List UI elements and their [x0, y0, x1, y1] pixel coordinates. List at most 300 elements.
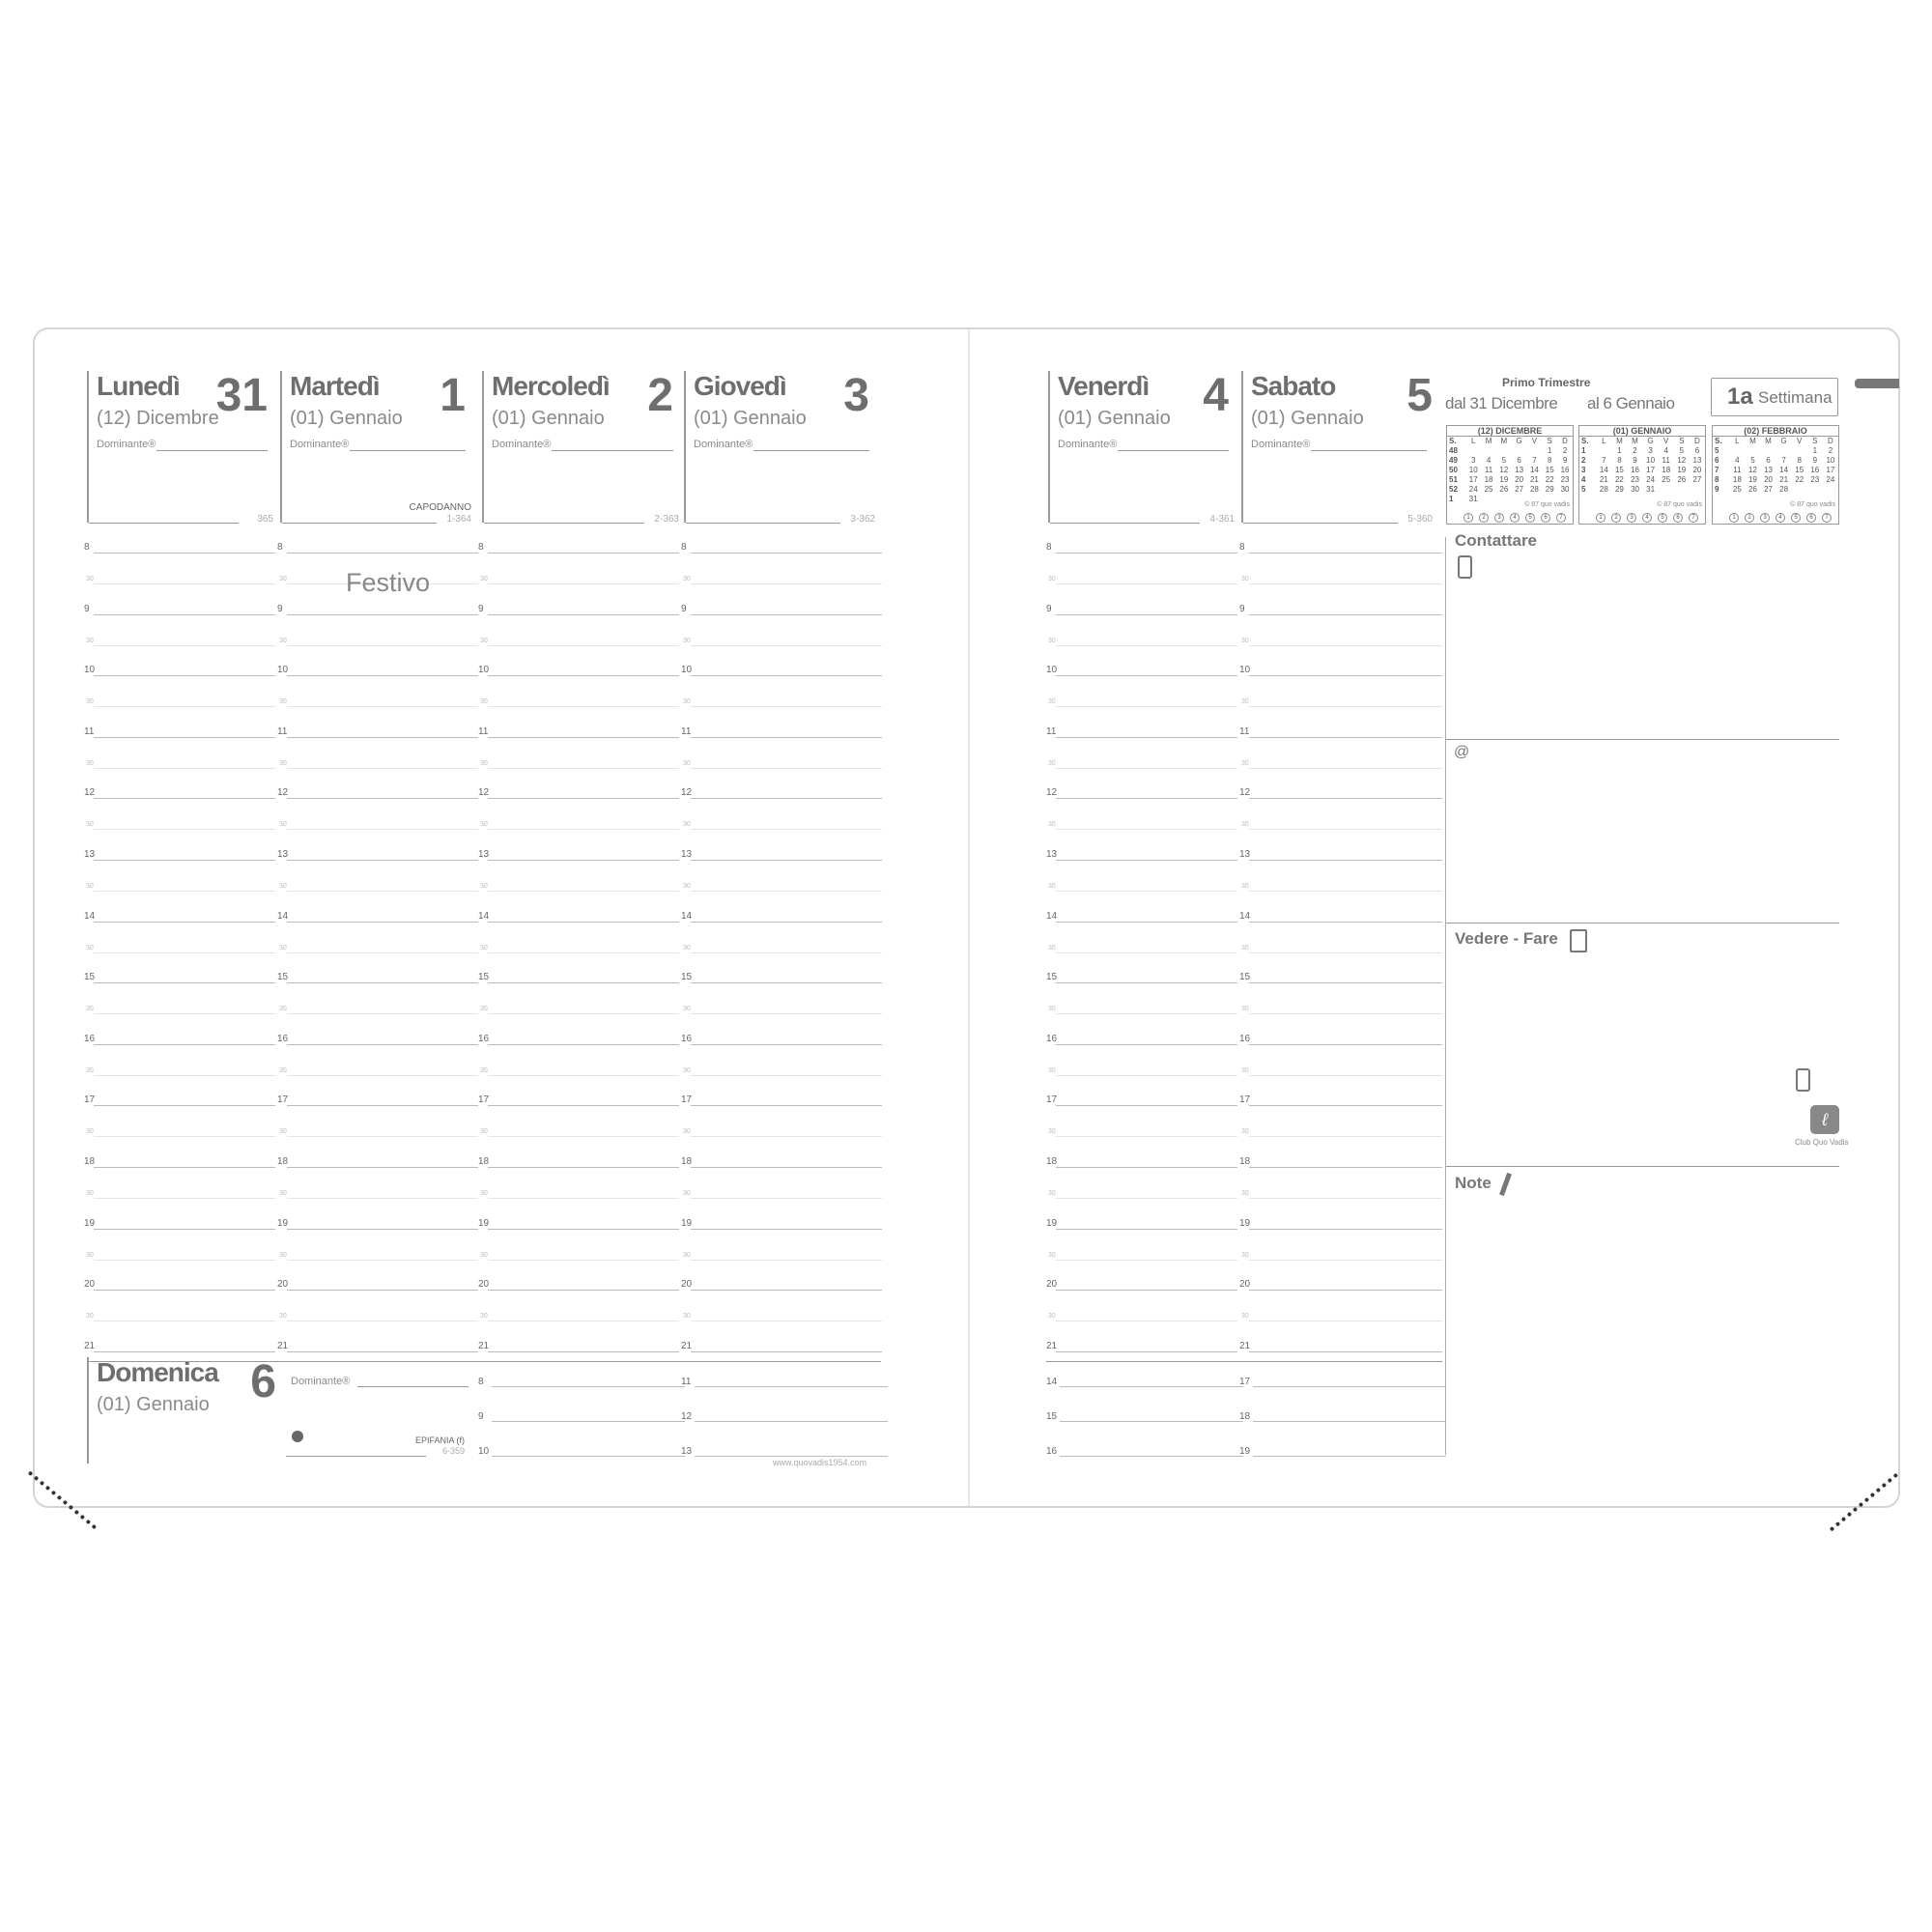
half-hour-line	[1056, 706, 1237, 707]
hour-line[interactable]	[1056, 553, 1237, 554]
hour-line[interactable]	[94, 1044, 275, 1045]
hour-line[interactable]	[1249, 1167, 1442, 1168]
hour-label: 12	[681, 1411, 693, 1422]
hour-line[interactable]	[488, 1351, 679, 1352]
hour-line[interactable]	[695, 1386, 888, 1387]
mini-calendar-cell: 19	[1747, 475, 1757, 484]
day-circle: 2	[1745, 513, 1754, 523]
hour-line[interactable]	[488, 737, 679, 738]
mini-calendar-cell: 6	[1766, 456, 1771, 465]
half-hour-line	[287, 706, 478, 707]
half-hour-line	[287, 829, 478, 830]
hour-line[interactable]	[1249, 798, 1442, 799]
hour-label: 13	[681, 849, 693, 860]
hour-line[interactable]	[1056, 1290, 1237, 1291]
hour-line[interactable]	[287, 860, 478, 861]
hour-line[interactable]	[94, 1290, 275, 1291]
hour-line[interactable]	[94, 737, 275, 738]
mini-calendar-cell: 52	[1449, 485, 1458, 494]
mini-calendar-cell: 6	[1715, 456, 1719, 465]
hour-line[interactable]	[1056, 1229, 1237, 1230]
mini-calendar-cell	[1760, 446, 1776, 456]
mini-calendar-cell	[1596, 446, 1611, 456]
half-hour-tick: 30	[279, 637, 287, 644]
hour-line[interactable]	[1056, 675, 1237, 676]
hour-label: 9	[1046, 603, 1052, 614]
half-hour-tick: 30	[1048, 883, 1056, 890]
half-hour-tick: 30	[279, 576, 287, 582]
hour-line[interactable]	[488, 1044, 679, 1045]
hour-label: 16	[277, 1033, 289, 1044]
hour-label: 16	[84, 1033, 96, 1044]
hour-line[interactable]	[691, 1044, 882, 1045]
hour-line[interactable]	[94, 982, 275, 983]
day-of-year: 365	[257, 514, 273, 525]
half-hour-tick: 30	[279, 1251, 287, 1259]
hour-line[interactable]	[691, 553, 882, 554]
half-hour-tick: 30	[683, 1006, 691, 1013]
half-hour-tick: 30	[1048, 821, 1056, 829]
hour-line[interactable]	[488, 1229, 679, 1230]
half-hour-tick: 30	[683, 1066, 691, 1074]
mini-calendar-cell: 10	[1826, 456, 1835, 465]
hour-line[interactable]	[287, 1229, 478, 1230]
day-circle: 3	[1760, 513, 1770, 523]
hour-line[interactable]	[94, 922, 275, 923]
hour-line[interactable]	[695, 1456, 888, 1457]
half-hour-line	[488, 829, 679, 830]
dominante-label: Dominante®	[291, 1376, 351, 1387]
hour-label: 9	[84, 603, 90, 614]
hour-label: 9	[478, 603, 484, 614]
half-hour-tick: 30	[1241, 576, 1249, 582]
half-hour-line	[691, 1075, 882, 1076]
half-hour-line	[1249, 645, 1442, 646]
mini-calendar-cell: 2	[1633, 446, 1637, 455]
half-hour-tick: 30	[480, 1006, 488, 1013]
hour-line[interactable]	[1249, 860, 1442, 861]
mini-calendar-head: S	[1679, 437, 1685, 445]
dominante-line	[552, 450, 673, 451]
half-hour-tick: 30	[1048, 576, 1056, 582]
hour-line[interactable]	[488, 1290, 679, 1291]
mini-calendar-cell	[1481, 495, 1496, 504]
hour-line[interactable]	[691, 1229, 882, 1230]
website-label: www.quovadis1954.com	[773, 1458, 867, 1467]
mini-calendar-cell: 18	[1732, 475, 1742, 484]
hour-line[interactable]	[1249, 982, 1442, 983]
half-hour-line	[1056, 952, 1237, 953]
hour-line[interactable]	[691, 860, 882, 861]
half-hour-line	[1056, 1198, 1237, 1199]
hour-label: 14	[478, 910, 490, 922]
hour-label: 12	[277, 787, 289, 799]
half-hour-line	[691, 1013, 882, 1014]
hour-line[interactable]	[488, 922, 679, 923]
half-hour-line	[488, 706, 679, 707]
day-circle: 6	[1806, 513, 1816, 523]
half-hour-tick: 30	[279, 944, 287, 952]
hour-line[interactable]	[1060, 1421, 1243, 1422]
holiday-note: Festivo	[346, 568, 431, 597]
hour-label: 11	[681, 725, 692, 737]
half-hour-line	[1249, 1136, 1442, 1137]
mini-calendar-cell: 25	[1484, 485, 1493, 494]
hour-line[interactable]	[695, 1421, 888, 1422]
mini-calendar-head: G	[1647, 437, 1654, 445]
half-hour-tick: 30	[1241, 1128, 1249, 1136]
day-header-sun	[87, 1357, 282, 1463]
day-circle: 4	[1776, 513, 1785, 523]
hour-line[interactable]	[1056, 860, 1237, 861]
day-circle: 3	[1494, 513, 1504, 523]
hour-label: 11	[1239, 725, 1250, 737]
half-hour-line	[1056, 891, 1237, 892]
day-circle: 5	[1791, 513, 1801, 523]
hour-line[interactable]	[492, 1421, 685, 1422]
half-hour-tick: 30	[1241, 1313, 1249, 1321]
half-hour-line	[1056, 829, 1237, 830]
mini-calendar-title: (02) FEBBRAIO	[1713, 426, 1838, 437]
mini-calendar-title: (12) DICEMBRE	[1447, 426, 1573, 437]
mini-calendar-cell: 6	[1694, 446, 1700, 455]
hour-line[interactable]	[287, 1290, 478, 1291]
hour-label: 18	[84, 1156, 96, 1167]
half-hour-tick: 30	[1241, 1066, 1249, 1074]
hour-line[interactable]	[1249, 675, 1442, 676]
half-hour-line	[94, 1198, 275, 1199]
hour-label: 10	[478, 1446, 490, 1457]
hour-line[interactable]	[1249, 1229, 1442, 1230]
hour-line[interactable]	[287, 737, 478, 738]
hour-line[interactable]	[287, 798, 478, 799]
mini-calendar-cell: 28	[1529, 485, 1539, 494]
day-of-year: 6-359	[442, 1446, 466, 1456]
hour-line[interactable]	[287, 1044, 478, 1045]
hour-line[interactable]	[287, 922, 478, 923]
hour-line[interactable]	[1249, 1105, 1442, 1106]
dominante-label: Dominante®	[290, 439, 350, 450]
half-hour-line	[1056, 1075, 1237, 1076]
half-hour-tick: 30	[1241, 759, 1249, 767]
half-hour-tick: 30	[683, 1128, 691, 1136]
book-spine	[968, 329, 970, 1506]
mini-calendar-cell: 11	[1733, 466, 1742, 474]
half-hour-tick: 30	[1048, 759, 1056, 767]
mini-calendar-footer: © 87 quo vadis	[1657, 501, 1702, 508]
hour-line[interactable]	[94, 1167, 275, 1168]
hour-line[interactable]	[492, 1386, 685, 1387]
mini-calendar-head: M	[1765, 437, 1772, 445]
hour-line[interactable]	[1249, 1044, 1442, 1045]
hour-line[interactable]	[691, 798, 882, 799]
day-header-tue	[280, 371, 475, 523]
day-name: Giovedì	[694, 371, 786, 401]
mini-calendar-cell: 21	[1529, 475, 1539, 484]
hour-line[interactable]	[488, 982, 679, 983]
holiday-label: CAPODANNO	[409, 502, 471, 513]
hour-label: 16	[681, 1033, 693, 1044]
hour-line[interactable]	[1056, 798, 1237, 799]
mini-calendar-cell: 15	[1795, 466, 1804, 474]
hour-label: 20	[84, 1279, 96, 1291]
mini-calendar-cell	[1745, 446, 1760, 456]
hour-line[interactable]	[1056, 737, 1237, 738]
hour-line[interactable]	[691, 675, 882, 676]
sunday-bullet	[292, 1431, 303, 1442]
saturday-top-line	[1046, 1361, 1442, 1362]
hour-line[interactable]	[1056, 1044, 1237, 1045]
hour-line[interactable]	[488, 553, 679, 554]
hour-line[interactable]	[94, 798, 275, 799]
hour-line[interactable]	[287, 1167, 478, 1168]
hour-line[interactable]	[492, 1456, 685, 1457]
half-hour-line	[691, 1260, 882, 1261]
mini-calendar-cell	[1465, 446, 1481, 456]
hour-label: 17	[277, 1094, 289, 1106]
mini-calendar-cell: 18	[1484, 475, 1493, 484]
hour-label: 18	[1239, 1156, 1251, 1167]
mini-calendar-head: S	[1812, 437, 1818, 445]
half-hour-tick: 30	[480, 1251, 488, 1259]
dominante-line	[1118, 450, 1229, 451]
half-hour-line	[691, 1198, 882, 1199]
mini-calendar-head: S	[1547, 437, 1552, 445]
mini-calendar-cell: 6	[1517, 456, 1521, 465]
mini-calendar-cell: 27	[1515, 485, 1524, 494]
hour-line[interactable]	[1249, 614, 1442, 615]
mini-calendar-cell: 5	[1750, 456, 1755, 465]
mini-calendar-head: D	[1694, 437, 1700, 445]
half-hour-tick: 30	[1048, 1251, 1056, 1259]
day-name: Venerdì	[1058, 371, 1150, 401]
hour-label: 21	[1046, 1340, 1058, 1351]
hour-line[interactable]	[1249, 553, 1442, 554]
half-hour-line	[691, 645, 882, 646]
half-hour-tick: 30	[279, 821, 287, 829]
hour-line[interactable]	[1056, 982, 1237, 983]
hour-label: 13	[681, 1446, 693, 1457]
hour-label: 8	[84, 542, 90, 553]
hour-line[interactable]	[1056, 614, 1237, 615]
hour-line[interactable]	[691, 1105, 882, 1106]
mini-calendar-cell: 23	[1631, 475, 1639, 484]
hour-line[interactable]	[691, 922, 882, 923]
mini-calendar-cell: 2	[1562, 446, 1568, 455]
half-hour-line	[488, 768, 679, 769]
mini-calendar-cell: 4	[1581, 475, 1586, 484]
hour-line[interactable]	[488, 860, 679, 861]
hour-label: 19	[1046, 1217, 1058, 1229]
hour-line[interactable]	[1060, 1456, 1243, 1457]
mini-calendar-cell	[1496, 446, 1512, 456]
hour-line[interactable]	[1249, 1351, 1442, 1352]
half-hour-line	[287, 891, 478, 892]
mini-calendar-cell: 24	[1646, 475, 1656, 484]
half-hour-tick: 30	[1048, 1313, 1056, 1321]
half-hour-tick: 30	[683, 1190, 691, 1197]
hour-line[interactable]	[1056, 1351, 1237, 1352]
hour-line[interactable]	[488, 614, 679, 615]
mini-calendar-cell: 13	[1764, 466, 1773, 474]
hour-label: 19	[1239, 1446, 1251, 1457]
day-name: Domenica	[97, 1357, 218, 1387]
mini-calendar-cell: 31	[1468, 495, 1478, 503]
mini-calendar-cell: 9	[1715, 485, 1719, 494]
day-month: (12) Dicembre	[97, 408, 219, 429]
hour-line[interactable]	[488, 1167, 679, 1168]
hour-label: 12	[1046, 787, 1058, 799]
hour-line[interactable]	[287, 553, 478, 554]
mini-calendar-cell: 26	[1499, 485, 1509, 494]
hour-line[interactable]	[1060, 1386, 1243, 1387]
half-hour-tick: 30	[1048, 1066, 1056, 1074]
right-panel-border	[1445, 537, 1446, 1455]
hour-line[interactable]	[691, 982, 882, 983]
half-hour-tick: 30	[279, 1006, 287, 1013]
hour-label: 17	[681, 1094, 693, 1106]
hour-line[interactable]	[1249, 1290, 1442, 1291]
notes-heading: Note	[1455, 1174, 1492, 1192]
hour-line[interactable]	[1253, 1456, 1446, 1457]
hour-label: 15	[1239, 972, 1251, 983]
mini-calendar-cell: 30	[1631, 485, 1639, 494]
hour-line[interactable]	[94, 553, 275, 554]
day-of-year: 5-360	[1407, 514, 1433, 525]
mini-calendar-cell: 12	[1747, 466, 1757, 474]
hour-line[interactable]	[1249, 737, 1442, 738]
mini-calendar	[1578, 425, 1706, 525]
hour-line[interactable]	[488, 798, 679, 799]
half-hour-tick: 30	[1241, 883, 1249, 890]
dominante-line	[753, 450, 869, 451]
hour-line[interactable]	[287, 982, 478, 983]
hour-line[interactable]	[691, 614, 882, 615]
mini-calendar-cell: 23	[1810, 475, 1820, 484]
mini-calendar-cell: 50	[1449, 466, 1458, 474]
half-hour-tick: 30	[86, 759, 94, 767]
day-circle: 7	[1689, 513, 1698, 523]
half-hour-line	[94, 1013, 275, 1014]
hour-label: 20	[681, 1279, 693, 1291]
day-circle: 7	[1822, 513, 1832, 523]
mini-calendar-cell: 23	[1560, 475, 1570, 484]
half-hour-tick: 30	[480, 1313, 488, 1321]
day-month: (01) Gennaio	[492, 408, 605, 429]
day-month: (01) Gennaio	[694, 408, 807, 429]
hour-line[interactable]	[488, 675, 679, 676]
mini-calendar-cell: 14	[1779, 466, 1789, 474]
mini-calendar-cell: 18	[1662, 466, 1671, 474]
half-hour-tick: 30	[480, 821, 488, 829]
hour-line[interactable]	[287, 614, 478, 615]
half-hour-tick: 30	[1048, 1128, 1056, 1136]
hour-line[interactable]	[1056, 1105, 1237, 1106]
hour-label: 12	[478, 787, 490, 799]
hour-line[interactable]	[94, 1105, 275, 1106]
half-hour-line	[1249, 891, 1442, 892]
hour-line[interactable]	[94, 860, 275, 861]
hour-line[interactable]	[94, 1229, 275, 1230]
day-name: Sabato	[1251, 371, 1336, 401]
mini-calendar-cell: 19	[1499, 475, 1509, 484]
mini-calendar-cell: 2	[1581, 456, 1586, 465]
mini-calendar-cell: 5	[1501, 456, 1507, 465]
hour-line[interactable]	[1249, 922, 1442, 923]
half-hour-tick: 30	[683, 576, 691, 582]
mini-calendar-cell: 9	[1812, 456, 1818, 465]
hour-label: 9	[277, 603, 283, 614]
hour-line[interactable]	[691, 1167, 882, 1168]
half-hour-tick: 30	[279, 1066, 287, 1074]
mini-calendar-cell: 15	[1614, 466, 1624, 474]
half-hour-line	[691, 706, 882, 707]
hour-line[interactable]	[94, 614, 275, 615]
half-hour-line	[94, 1075, 275, 1076]
mini-calendar-cell: 10	[1646, 456, 1656, 465]
half-hour-line	[488, 1198, 679, 1199]
day-header-mon	[87, 371, 277, 523]
mini-calendar-head: M	[1485, 437, 1492, 445]
club-label: Club Quo Vadis	[1795, 1138, 1849, 1147]
hour-line[interactable]	[287, 1105, 478, 1106]
hour-line[interactable]	[488, 1105, 679, 1106]
hour-label: 19	[681, 1217, 693, 1229]
half-hour-line	[1249, 583, 1442, 584]
hour-line[interactable]	[691, 1351, 882, 1352]
half-hour-line	[287, 1260, 478, 1261]
hour-line[interactable]	[287, 675, 478, 676]
mini-calendar-footer: © 87 quo vadis	[1524, 501, 1570, 508]
mini-calendar-cell: 20	[1764, 475, 1773, 484]
hour-label: 12	[681, 787, 693, 799]
hour-line[interactable]	[94, 1351, 275, 1352]
mini-calendar-cell: 8	[1617, 456, 1622, 465]
hour-label: 19	[1239, 1217, 1251, 1229]
hour-line[interactable]	[1056, 1167, 1237, 1168]
hour-label: 12	[1239, 787, 1251, 799]
mini-calendar-head: D	[1828, 437, 1833, 445]
half-hour-line	[1056, 768, 1237, 769]
hour-label: 20	[478, 1279, 490, 1291]
hour-line[interactable]	[287, 1351, 478, 1352]
hour-line[interactable]	[691, 1290, 882, 1291]
day-header-fri	[1048, 371, 1238, 523]
hour-label: 18	[1046, 1156, 1058, 1167]
hour-label: 14	[277, 910, 289, 922]
half-hour-tick: 30	[1241, 637, 1249, 644]
dominante-label: Dominante®	[97, 439, 156, 450]
mini-calendar-title: (01) GENNAIO	[1579, 426, 1705, 437]
hour-line[interactable]	[691, 737, 882, 738]
mini-calendar-cell: 12	[1499, 466, 1509, 474]
mini-calendar-head: M	[1749, 437, 1756, 445]
mini-calendar-cell: 13	[1515, 466, 1524, 474]
hour-line[interactable]	[94, 675, 275, 676]
hour-line[interactable]	[1056, 922, 1237, 923]
club-phone-icon	[1796, 1068, 1810, 1092]
phone-icon	[1458, 555, 1472, 579]
mini-calendar-cell: 28	[1599, 485, 1608, 494]
hour-line[interactable]	[1253, 1421, 1446, 1422]
hour-label: 10	[681, 665, 693, 676]
half-hour-tick: 30	[1048, 1190, 1056, 1197]
half-hour-line	[1249, 1260, 1442, 1261]
dominante-label: Dominante®	[1058, 439, 1118, 450]
hour-line[interactable]	[1253, 1386, 1446, 1387]
header-bottom-line	[686, 523, 840, 524]
hour-label: 16	[478, 1033, 490, 1044]
